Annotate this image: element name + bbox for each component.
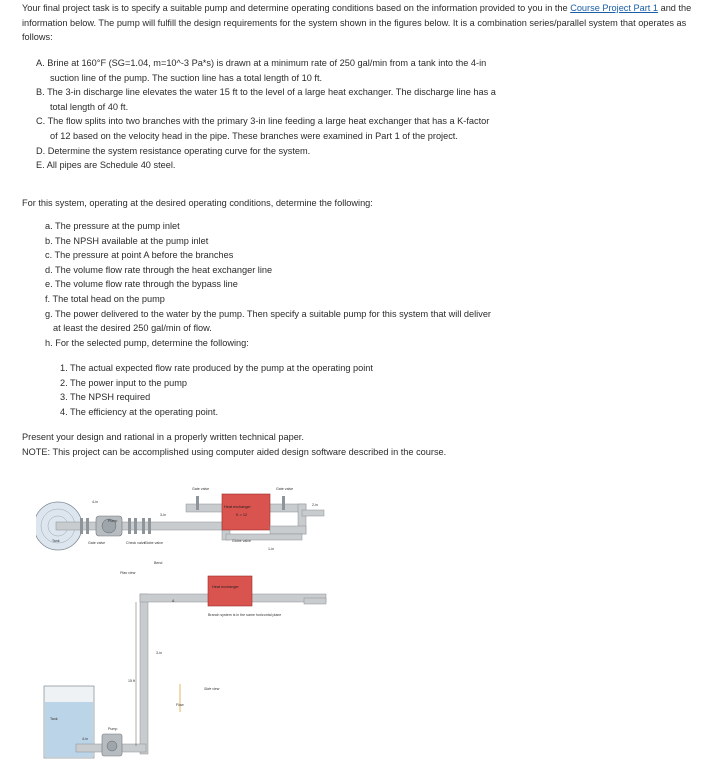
condition-item: d. The volume flow rate through the heat exchanger line	[45, 264, 273, 275]
label-tank: Tank	[52, 539, 60, 543]
label-k-value: K = 12	[236, 513, 248, 517]
condition-item: f. The total head on the pump	[45, 293, 165, 304]
condition-item: b. The NPSH available at the pump inlet	[45, 235, 209, 246]
course-project-link[interactable]: Course Project Part 1	[570, 3, 659, 13]
requirement-item: C. The flow splits into two branches with the primary 3-in line feeding a large heat exchanger that has a K-factor of 12 based on the velocity head in the pipe. These branches were examined in Part 1 of the project.	[36, 116, 490, 141]
label-side-heat-exchanger: Heat exchanger	[212, 585, 239, 589]
label-globe-valve: Globe valve	[144, 541, 163, 545]
label-three-in: 3-in	[160, 513, 166, 517]
side-pump	[102, 734, 122, 756]
label-side-view: Side view	[204, 687, 220, 691]
label-two-in: 2-in	[312, 503, 318, 507]
label-bend: Bend	[154, 561, 163, 565]
plan-lower-return	[270, 526, 306, 534]
side-riser	[140, 594, 148, 754]
requirement-item: B. The 3-in discharge line elevates the water 15 ft to the level of a large heat exchanger. The discharge line has a total length of 40 ft.	[36, 87, 496, 112]
condition-item: e. The volume flow rate through the bypass line	[45, 279, 238, 290]
label-side-three-in: 3-in	[156, 651, 162, 655]
intro-text-cont: and the information below. The pump will fulfill the design requirements for the system shown in the figures below. It is a combination series/parallel system that operates as follows:	[22, 3, 692, 43]
intro-text: Your final project task is to specify a suitable pump and determine operating conditions based on the information provided to you in the	[22, 3, 571, 13]
plan-heat-exchanger	[222, 494, 270, 530]
label-four-in: 4-in	[92, 500, 98, 504]
closing-note: NOTE: This project can be accomplished using computer aided design software described in the course.	[22, 447, 447, 457]
side-heat-exchanger	[208, 576, 252, 606]
requirements-list	[36, 56, 496, 173]
label-a: A	[172, 599, 175, 603]
requirement-item: D. Determine the system resistance operating curve for the system.	[36, 145, 311, 156]
label-side-pump: Pump	[108, 727, 118, 731]
label-branch-note: Branch system is in the same horizontal plane	[208, 613, 282, 617]
label-gate-valve-top: Gate valve	[192, 487, 210, 491]
label-globe-valve-right: Globe valve	[232, 539, 251, 543]
requirement-item: E. All pipes are Schedule 40 steel.	[36, 160, 176, 171]
pump-item: 4. The efficiency at the operating point.	[60, 406, 218, 417]
condition-item: h. For the selected pump, determine the following:	[45, 337, 249, 348]
plan-outlet	[302, 510, 324, 516]
conditions-list	[45, 219, 500, 350]
condition-item: c. The pressure at point A before the branches	[45, 250, 234, 261]
label-side-four-in: 4-in	[82, 737, 88, 741]
pump-items-list	[60, 361, 460, 419]
pump-item: 2. The power input to the pump	[60, 377, 188, 388]
label-flow: Flow	[176, 703, 184, 707]
conditions-lead: For this system, operating at the desired operating conditions, determine the following:	[22, 198, 373, 208]
label-heat-exchanger: Heat exchanger	[224, 505, 251, 509]
label-fifteen-ft: 15 ft	[128, 679, 135, 683]
label-side-tank: Tank	[50, 717, 58, 721]
label-gate-valve: Gate valve	[88, 541, 106, 545]
label-pump: Pump	[108, 519, 118, 523]
condition-item: a. The pressure at the pump inlet	[45, 221, 180, 231]
label-gate-valve-top-right: Gate valve	[276, 487, 294, 491]
requirement-item: A. Brine at 160°F (SG=1.04, m=10^-3 Pa*s) is drawn at a minimum rate of 250 gal/min from a tank into the 4-in suction line of the pump. The suction line has a total length of 10 ft.	[36, 58, 487, 83]
piping-system-figure	[36, 476, 336, 776]
label-plan-view: Plan view	[120, 571, 136, 575]
pump-item: 1. The actual expected flow rate produced by the pump at the operating point	[60, 363, 373, 373]
condition-item: g. The power delivered to the water by the pump. Then specify a suitable pump for this system that will deliver at least the desired 250 gal/min of flow.	[45, 308, 491, 334]
intro-paragraph	[22, 1, 707, 45]
label-check-valve: Check valve	[126, 541, 146, 545]
closing-line: Present your design and rational in a properly written technical paper.	[22, 432, 304, 442]
pump-item: 3. The NPSH required	[60, 392, 151, 403]
side-outlet	[304, 598, 326, 604]
label-one-in: 1-in	[268, 547, 274, 551]
